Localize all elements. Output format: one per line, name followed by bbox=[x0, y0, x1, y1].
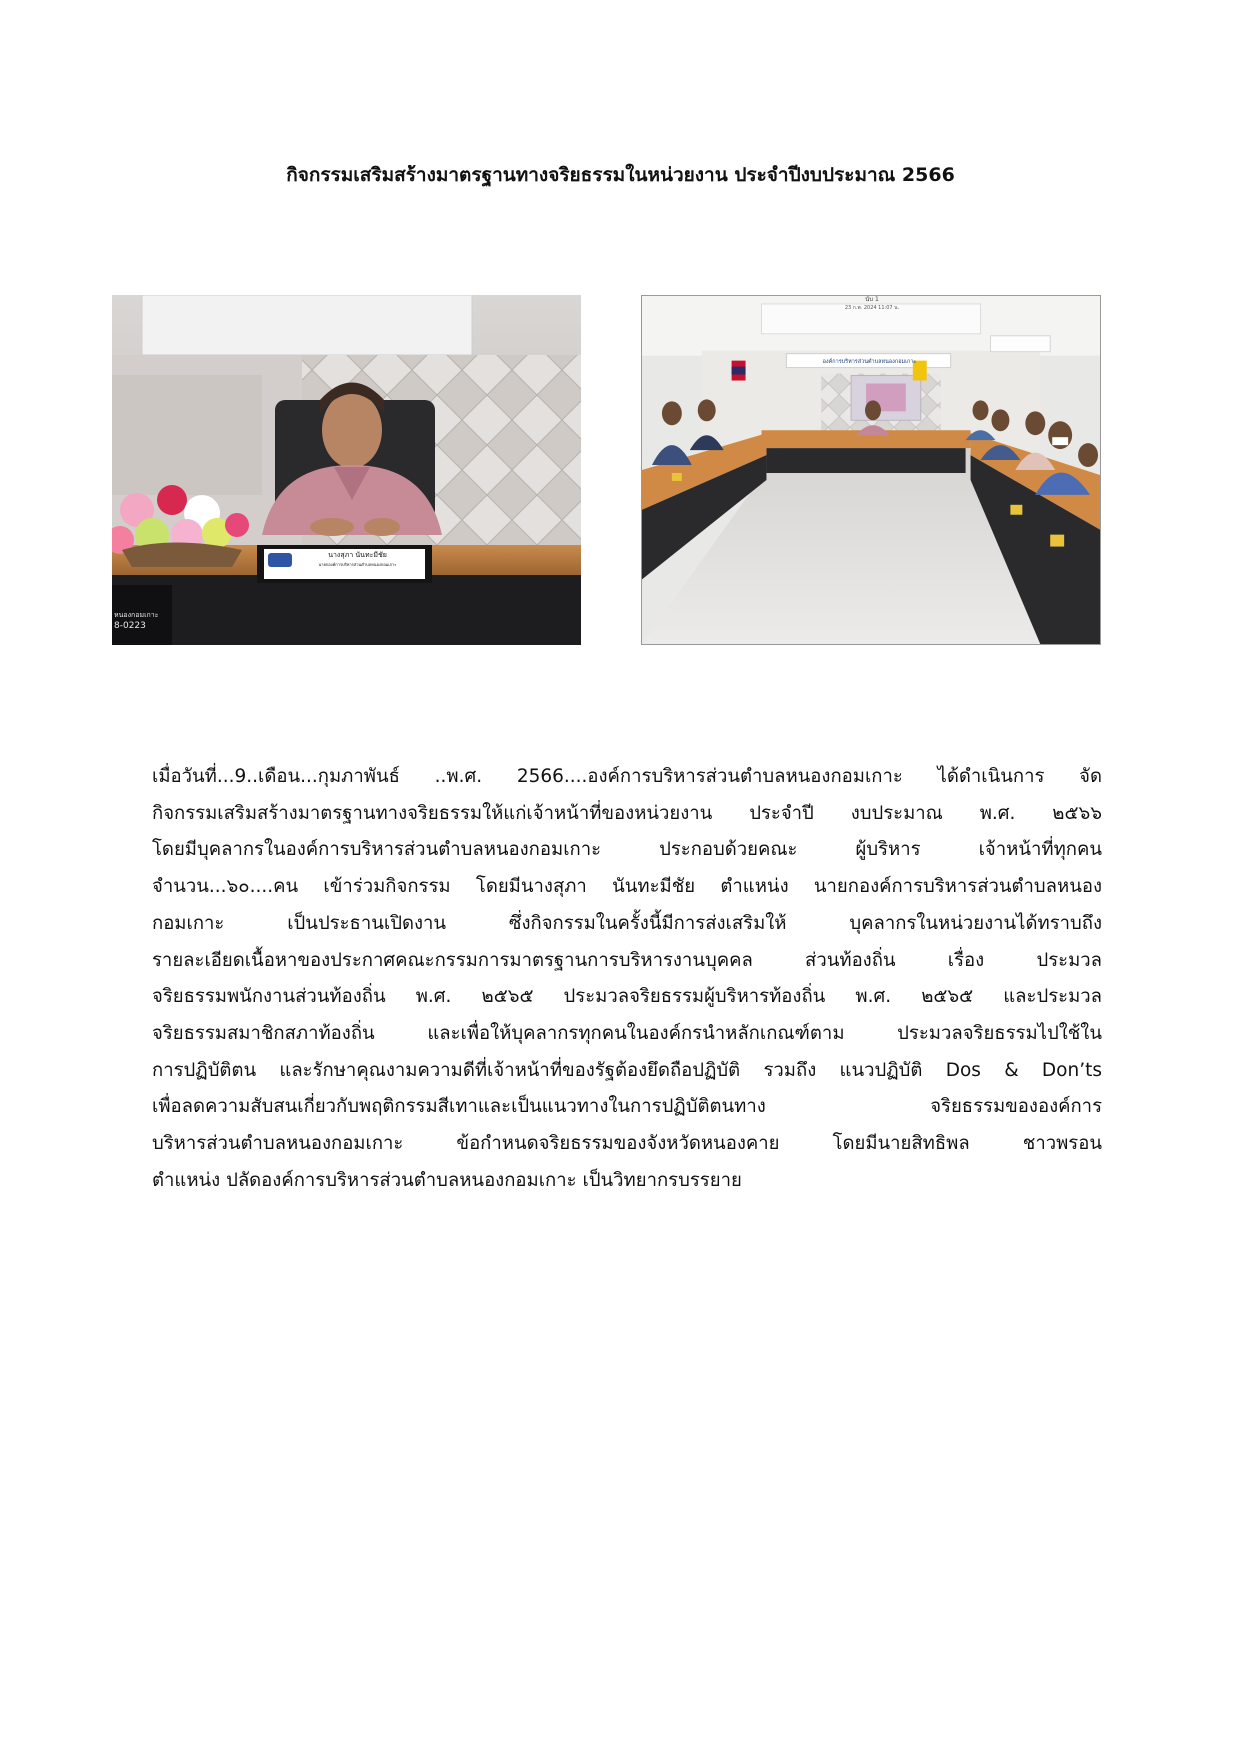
screen-caption: นับ 1 bbox=[865, 296, 879, 303]
paragraph-line: รายละเอียดเนื้อหาของประกาศคณะกรรมการมาตรฐานการบริหารงานบุคคล ส่วนท้องถิ่น เรื่อง ประมวล bbox=[152, 949, 1102, 971]
meeting-room-photo bbox=[641, 295, 1101, 645]
nameplate-subtitle: นายกองค์การบริหารส่วนตำบลหนองกอมเกาะ bbox=[318, 562, 397, 567]
paragraph-line: ตำแหน่ง ปลัดองค์การบริหารส่วนตำบลหนองกอมเกาะ เป็นวิทยากรบรรยาย bbox=[152, 1169, 742, 1191]
body-paragraph bbox=[152, 759, 1102, 1199]
paragraph-line: จริยธรรมพนักงานส่วนท้องถิ่น พ.ศ. ๒๕๖๕ ประมวลจริยธรรมผู้บริหารท้องถิ่น พ.ศ. ๒๕๖๕ และประมวล bbox=[152, 986, 1102, 1008]
paragraph-line: เพื่อลดความสับสนเกี่ยวกับพฤติกรรมสีเทาและเป็นแนวทางในการปฏิบัติตนทาง จริยธรรมขององค์การ bbox=[152, 1096, 1102, 1118]
chairwoman-photo bbox=[112, 295, 581, 645]
paragraph-line: เมื่อวันที่...9..เดือน...กุมภาพันธ์ ..พ.ศ. 2566....องค์การบริหารส่วนตำบลหนองกอมเกาะ ได้ดำเนินการ จัด bbox=[152, 766, 1102, 787]
paragraph-line: กิจกรรมเสริมสร้างมาตรฐานทางจริยธรรมให้แก่เจ้าหน้าที่ของหน่วยงาน ประจำปี งบประมาณ พ.ศ. ๒๕๖๖ bbox=[152, 802, 1102, 824]
corner-text-2: 8-0223 bbox=[114, 621, 146, 631]
paragraph-line: จำนวน...๖๐....คน เข้าร่วมกิจกรรม โดยมีนางสุภา นันทะมีชัย ตำแหน่ง นายกองค์การบริหารส่วนตำบลหนอง bbox=[152, 876, 1102, 898]
photo-timestamp: 23 ก.พ. 2024 11:07 น. bbox=[844, 305, 900, 311]
paragraph-line: กอมเกาะ เป็นประธานเปิดงาน ซึ่งกิจกรรมในครั้งนี้มีการส่งเสริมให้ บุคลากรในหน่วยงานได้ทราบถึง bbox=[152, 912, 1102, 934]
corner-text-1: หนองกอมเกาะ bbox=[114, 611, 159, 619]
nameplate-name: นางสุภา นันทะมีชัย bbox=[328, 551, 387, 559]
page-title: กิจกรรมเสริมสร้างมาตรฐานทางจริยธรรมในหน่วยงาน ประจำปีงบประมาณ 2566 bbox=[286, 164, 955, 186]
paragraph-line: บริหารส่วนตำบลหนองกอมเกาะ ข้อกำหนดจริยธรรมของจังหวัดหนองคาย โดยมีนายสิทธิพล ชาวพรอน bbox=[152, 1133, 1102, 1155]
paragraph-line: การปฏิบัติตน และรักษาคุณงามความดีที่เจ้าหน้าที่ของรัฐต้องยึดถือปฏิบัติ รวมถึง แนวปฏิบัติ Dos & Don’ts bbox=[152, 1059, 1102, 1081]
wall-sign: องค์การบริหารส่วนตำบลหนองกอมเกาะ bbox=[822, 359, 917, 365]
paragraph-line: โดยมีบุคลากรในองค์การบริหารส่วนตำบลหนองกอมเกาะ ประกอบด้วยคณะ ผู้บริหาร เจ้าหน้าที่ทุกคน bbox=[152, 839, 1102, 861]
paragraph-line: จริยธรรมสมาชิกสภาท้องถิ่น และเพื่อให้บุคลากรทุกคนในองค์กรนำหลักเกณฑ์ตาม ประมวลจริยธรรมไปใช้ใน bbox=[152, 1022, 1102, 1044]
